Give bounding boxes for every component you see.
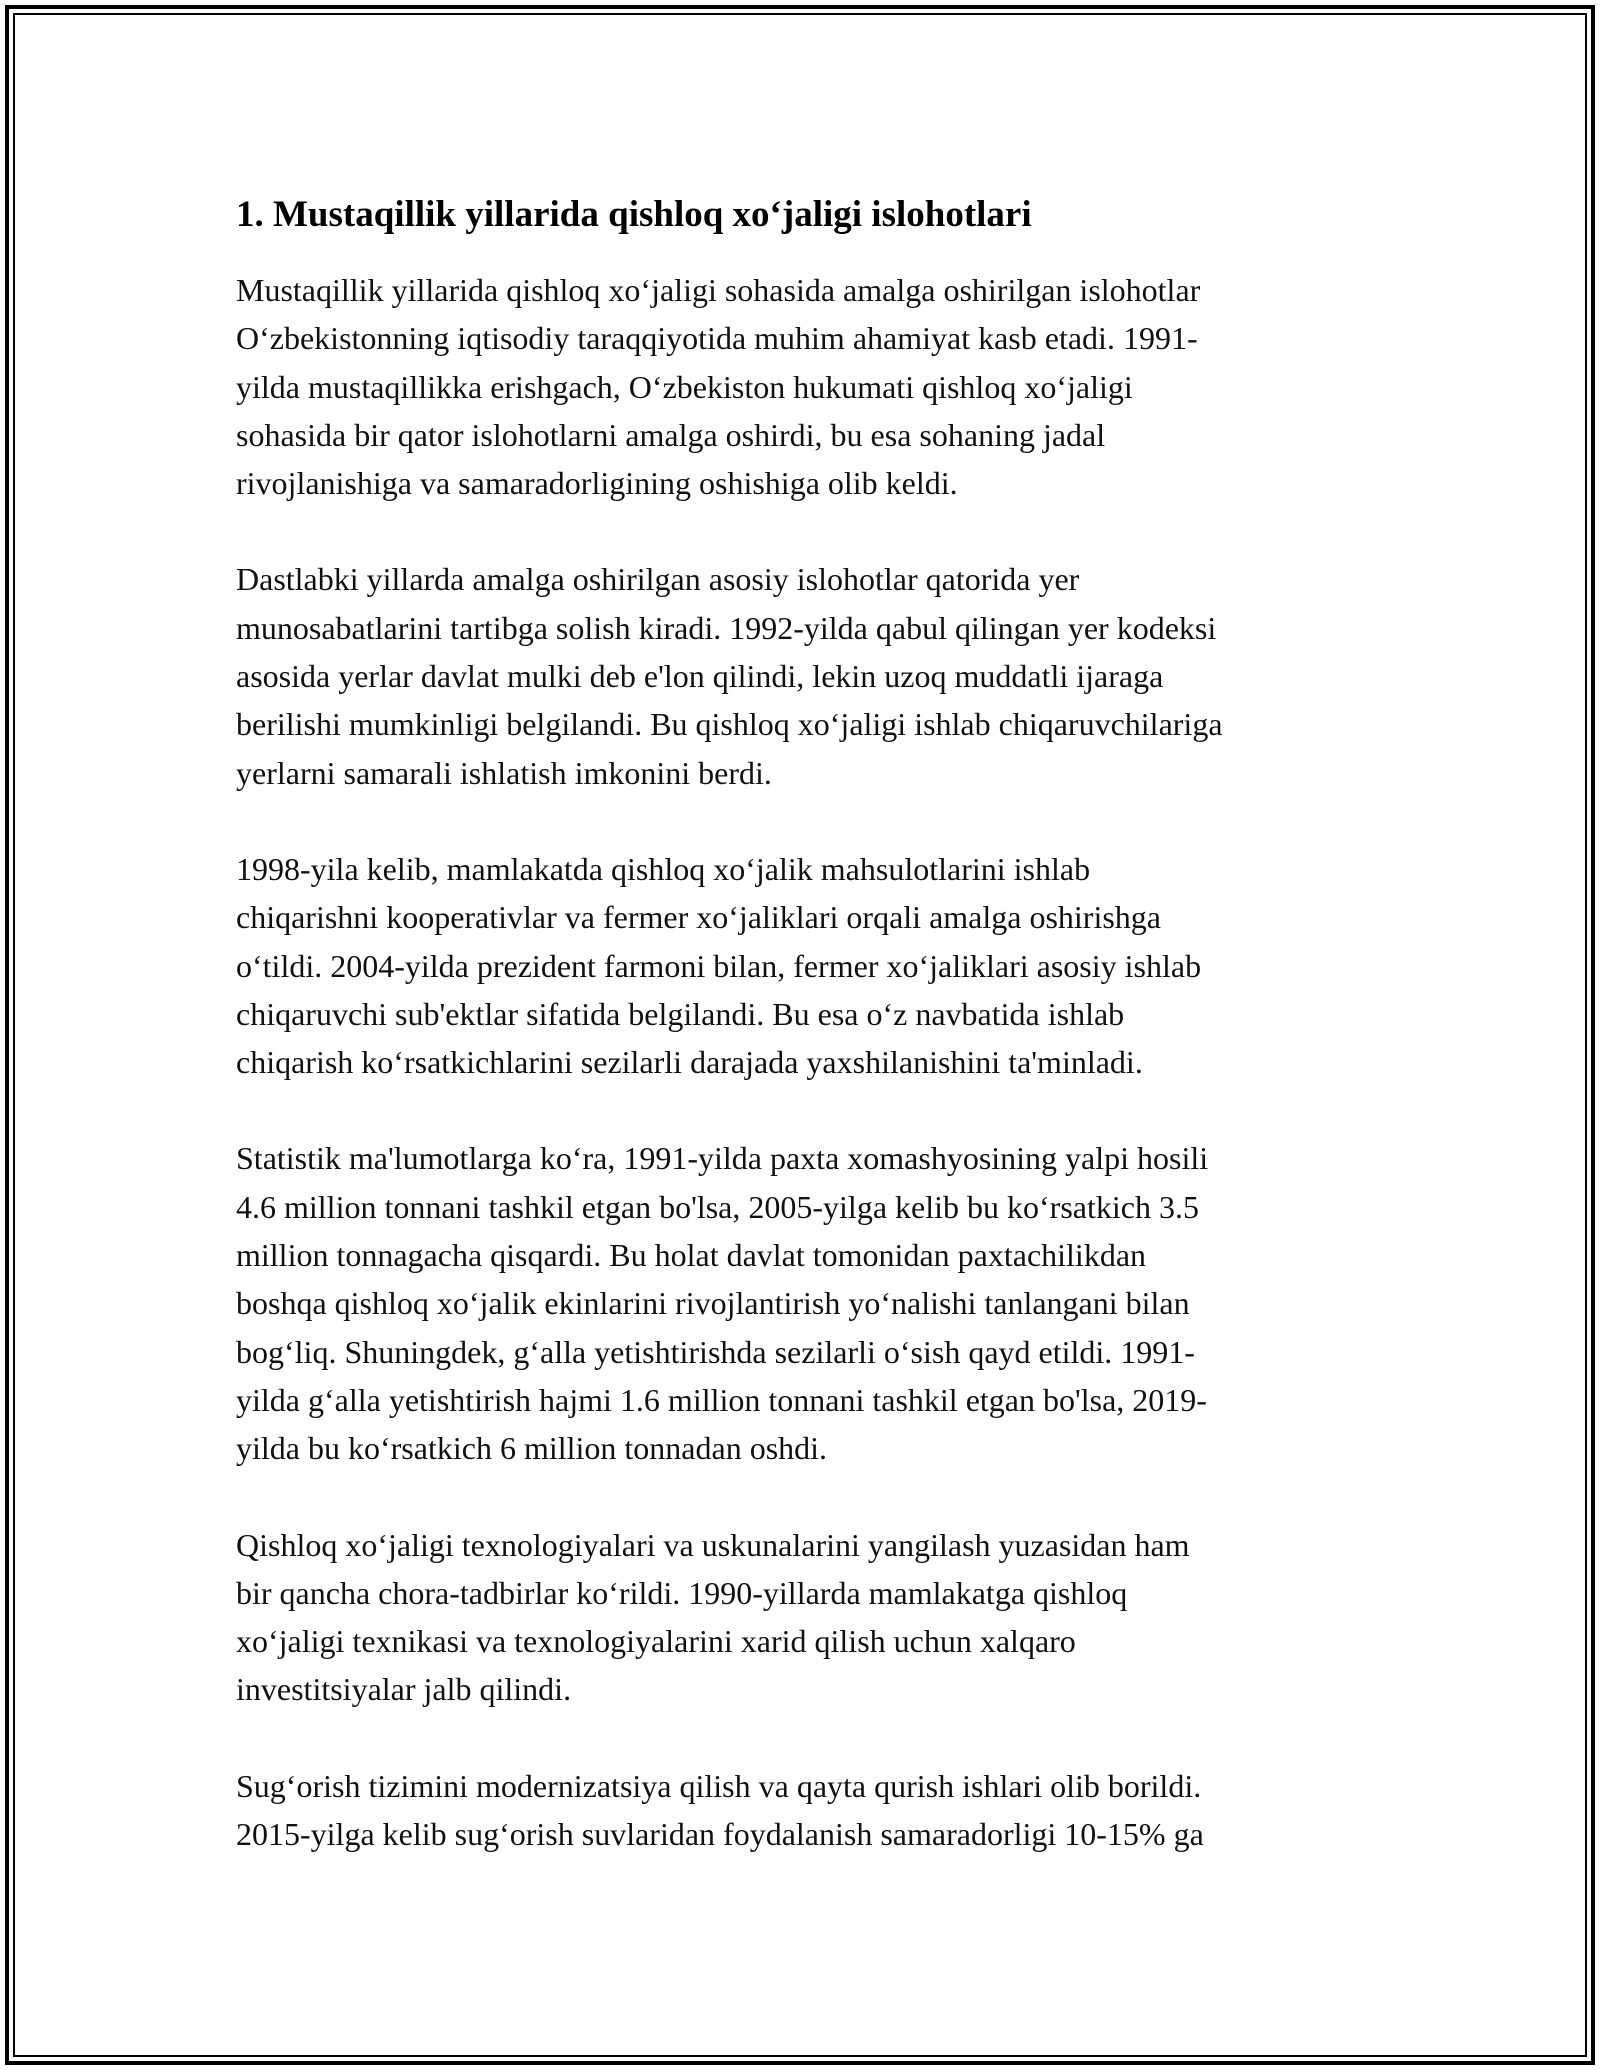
paragraph-line: bog‘liq. Shuningdek, g‘alla yetishtirishda sezilarli o‘sish qayd etildi. 1991- xyxy=(236,1333,1195,1370)
document-body xyxy=(236,190,1366,1906)
paragraph-line: million tonnagacha qisqardi. Bu holat davlat tomonidan paxtachilikdan xyxy=(236,1237,1147,1274)
paragraph xyxy=(236,1762,1366,1859)
paragraph-line: yilda bu ko‘rsatkich 6 million tonnadan oshdi. xyxy=(236,1430,828,1467)
paragraph-line: sohasida bir qator islohotlarni amalga oshirdi, bu esa sohaning jadal xyxy=(236,416,1106,453)
paragraph xyxy=(236,1521,1366,1714)
paragraph xyxy=(236,266,1366,507)
paragraph xyxy=(236,845,1366,1086)
paragraph-line: O‘zbekistonning iqtisodiy taraqqiyotida muhim ahamiyat kasb etadi. 1991- xyxy=(236,320,1198,357)
paragraph-line: berilishi mumkinligi belgilandi. Bu qishloq xo‘jaligi ishlab chiqaruvchilariga xyxy=(236,706,1223,743)
paragraph-line: asosida yerlar davlat mulki deb e'lon qilindi, lekin uzoq muddatli ijaraga xyxy=(236,658,1164,695)
paragraph-line: 1998-yila kelib, mamlakatda qishloq xo‘jalik mahsulotlarini ishlab xyxy=(236,850,1091,887)
paragraph-line: bir qancha chora-tadbirlar ko‘rildi. 1990-yillarda mamlakatga qishloq xyxy=(236,1574,1128,1611)
section-heading: 1. Mustaqillik yillarida qishloq xo‘jaligi islohotlari xyxy=(236,194,1032,235)
paragraph-line: yerlarni samarali ishlatish imkonini berdi. xyxy=(236,754,772,791)
paragraph-line: yilda mustaqillikka erishgach, O‘zbekiston hukumati qishloq xo‘jaligi xyxy=(236,368,1133,405)
paragraph-line: investitsiyalar jalb qilindi. xyxy=(236,1671,572,1708)
paragraph-line: chiqaruvchi sub'ektlar sifatida belgilandi. Bu esa o‘z navbatida ishlab xyxy=(236,995,1125,1032)
paragraph-line: boshqa qishloq xo‘jalik ekinlarini rivojlantirish yo‘nalishi tanlangani bilan xyxy=(236,1285,1190,1322)
paragraph-line: rivojlanishiga va samaradorligining oshishiga olib keldi. xyxy=(236,465,958,502)
paragraph-line: Qishloq xo‘jaligi texnologiyalari va uskunalarini yangilash yuzasidan ham xyxy=(236,1526,1190,1563)
paragraph-line: chiqarishni kooperativlar va fermer xo‘jaliklari orqali amalga oshirishga xyxy=(236,899,1161,936)
paragraph-line: xo‘jaligi texnikasi va texnologiyalarini xarid qilish uchun xalqaro xyxy=(236,1623,1076,1660)
paragraph-line: chiqarish ko‘rsatkichlarini sezilarli darajada yaxshilanishini ta'minladi. xyxy=(236,1044,1143,1081)
paragraph-line: Statistik ma'lumotlarga ko‘ra, 1991-yilda paxta xomashyosining yalpi hosili xyxy=(236,1140,1209,1177)
paragraph-line: Dastlabki yillarda amalga oshirilgan asosiy islohotlar qatorida yer xyxy=(236,561,1080,598)
paragraph-line: yilda g‘alla yetishtirish hajmi 1.6 million tonnani tashkil etgan bo'lsa, 2019- xyxy=(236,1381,1207,1418)
paragraph-line: Sug‘orish tizimini modernizatsiya qilish va qayta qurish ishlari olib borildi. xyxy=(236,1767,1202,1804)
paragraph-list xyxy=(236,266,1366,1858)
paragraph-line: 2015-yilga kelib sug‘orish suvlaridan foydalanish samaradorligi 10-15% ga xyxy=(236,1816,1204,1853)
paragraph-line: 4.6 million tonnani tashkil etgan bo'lsa, 2005-yilga kelib bu ko‘rsatkich 3.5 xyxy=(236,1188,1199,1225)
paragraph-line: munosabatlarini tartibga solish kiradi. 1992-yilda qabul qilingan yer kodeksi xyxy=(236,609,1217,646)
paragraph xyxy=(236,1134,1366,1472)
paragraph-line: Mustaqillik yillarida qishloq xo‘jaligi sohasida amalga oshirilgan islohotlar xyxy=(236,272,1201,308)
paragraph xyxy=(236,555,1366,796)
paragraph-line: o‘tildi. 2004-yilda prezident farmoni bilan, fermer xo‘jaliklari asosiy ishlab xyxy=(236,947,1202,984)
